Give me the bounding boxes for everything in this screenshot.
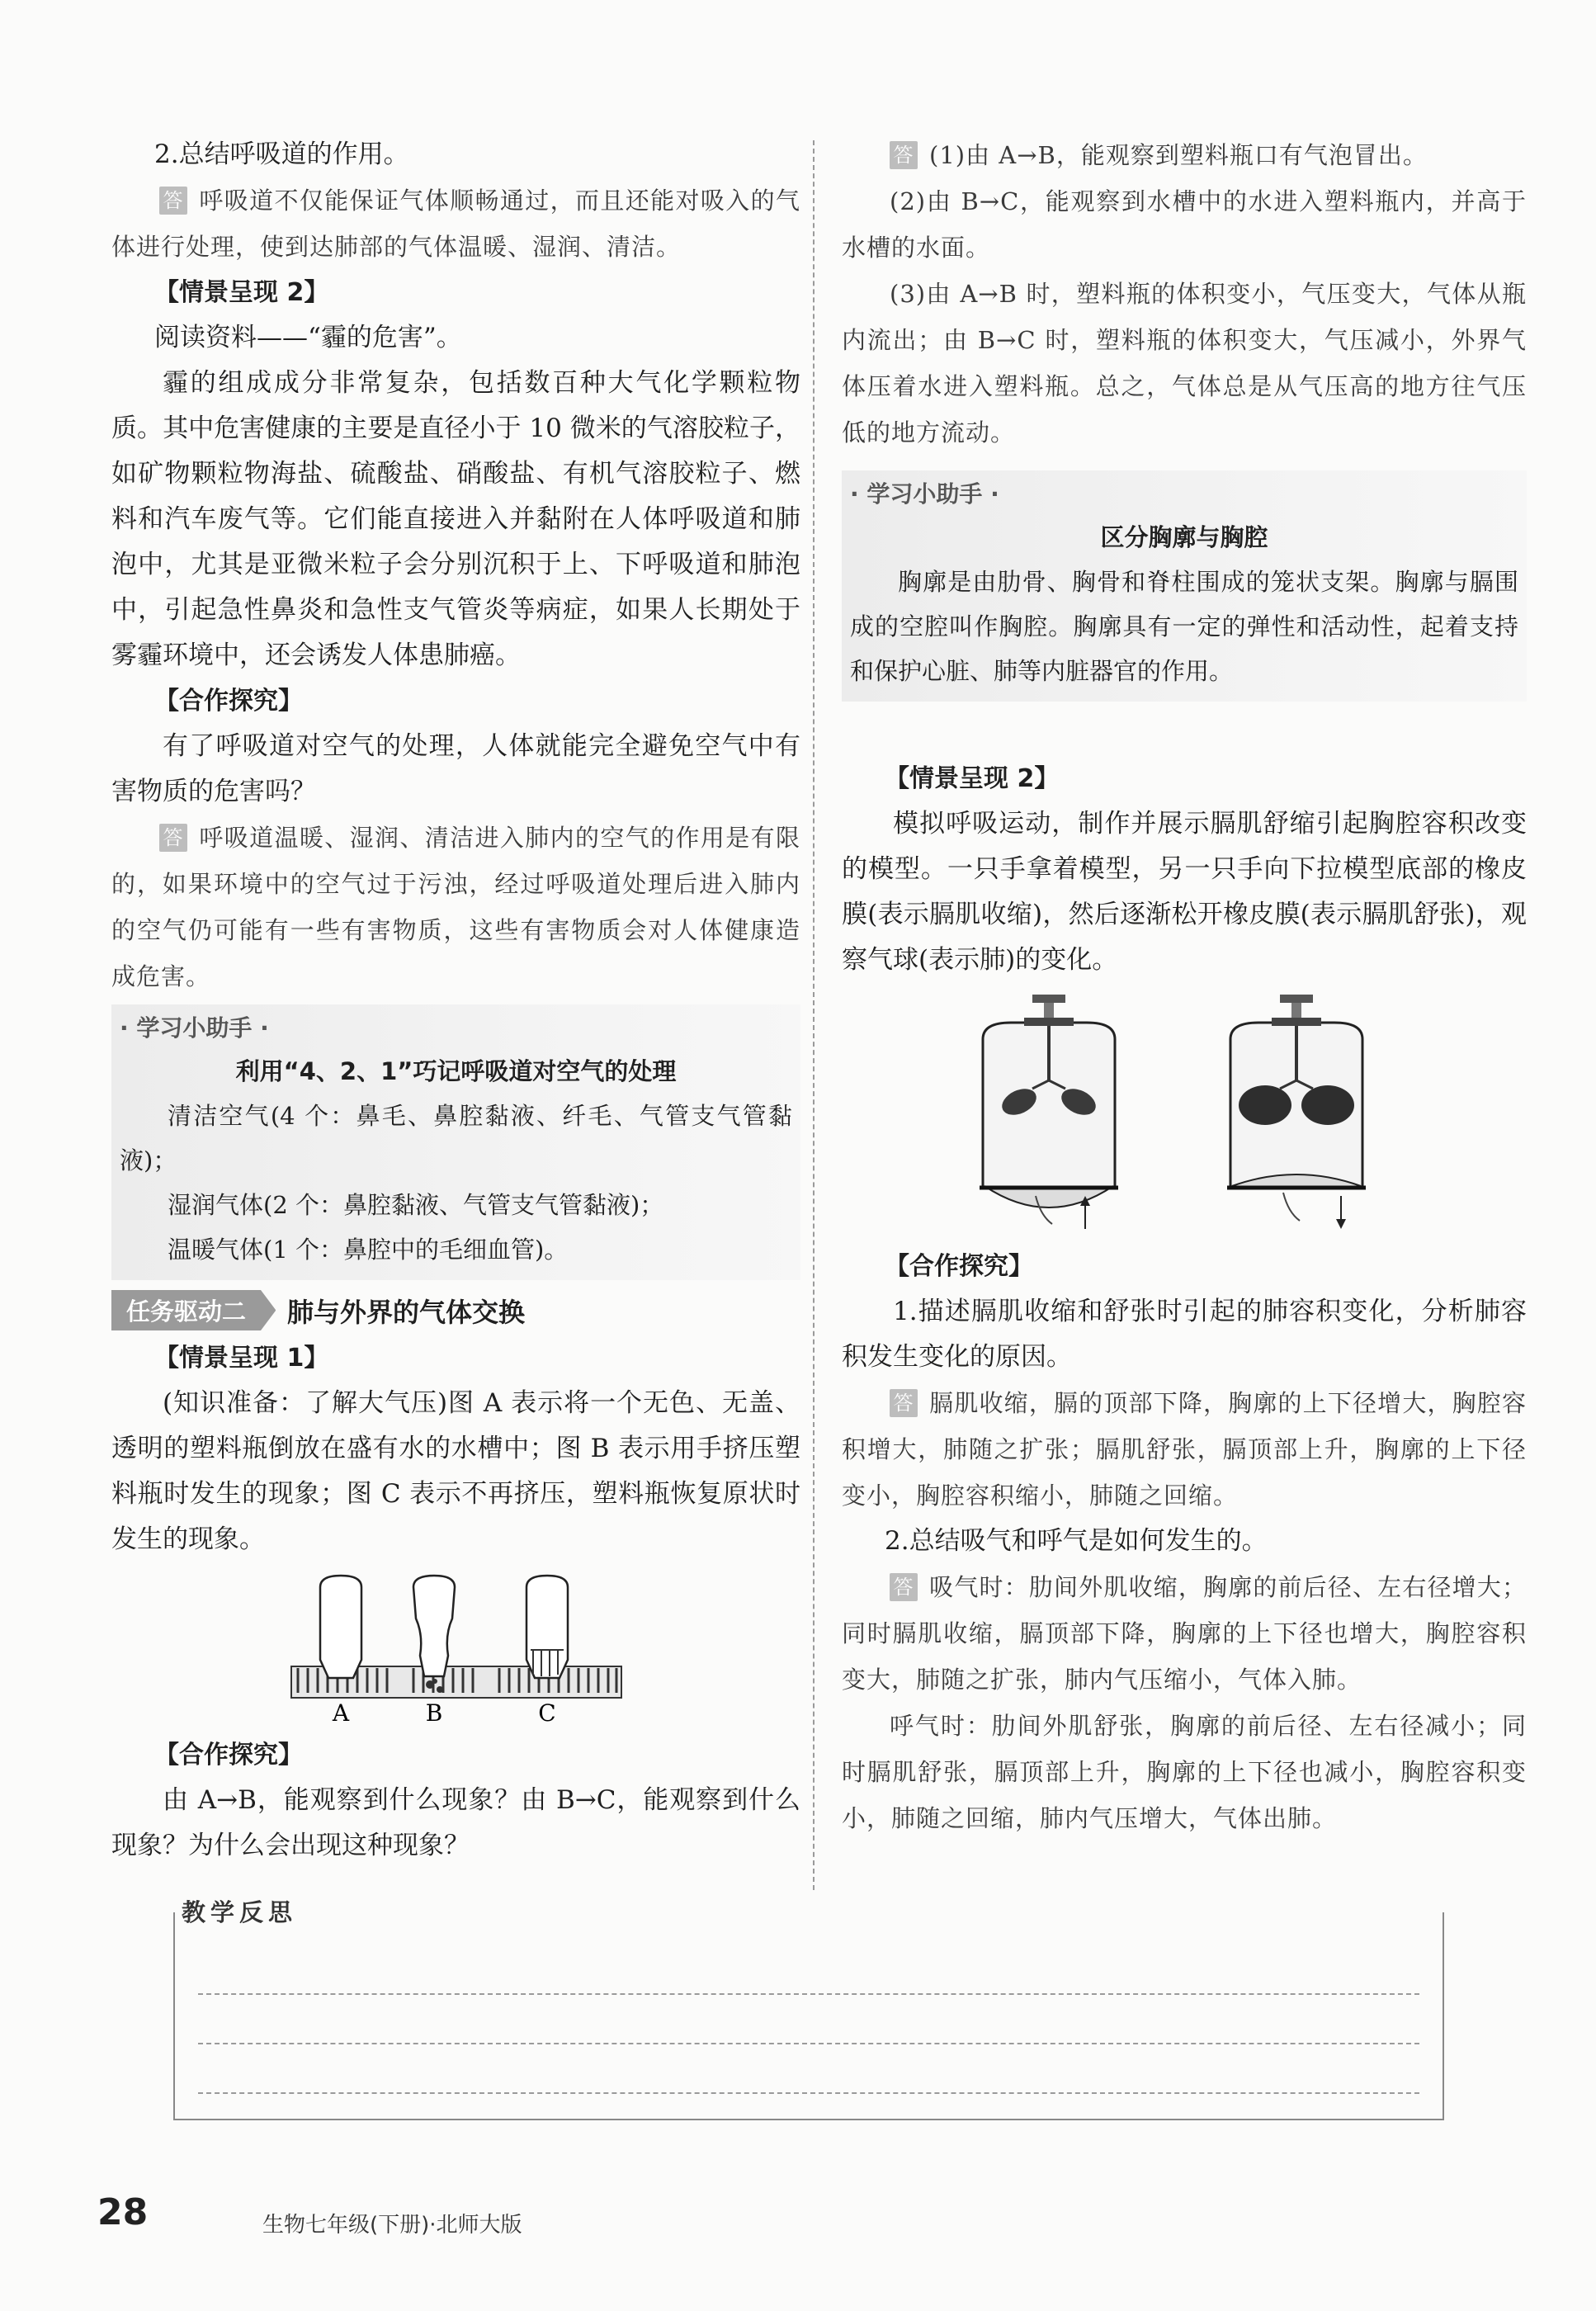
writing-line[interactable]: [198, 2092, 1419, 2094]
answer-badge-icon: 答: [890, 1573, 918, 1601]
answer-text: (3)由 A→B 时，塑料瓶的体积变小，气压变大，气体从瓶内流出；由 B→C 时，塑料瓶的体积变大，气压减小，外界气体压着水进入塑料瓶。总之，气体总是从气压高的地方往气压低的地方流动。: [842, 280, 1527, 447]
answer-badge-icon: 答: [159, 824, 187, 852]
task-tag: 任务驱动二: [111, 1290, 261, 1330]
coop-heading: 【合作探究】: [154, 687, 303, 716]
bottle-a: [320, 1576, 361, 1678]
teaching-reflection-box[interactable]: [173, 1894, 1461, 2125]
study-helper-box: [111, 1004, 800, 1280]
page-number: 28: [97, 2191, 149, 2233]
left-column: [111, 132, 800, 1869]
bell-jar-model-figure: [953, 990, 1415, 1237]
figure-label-a: A: [332, 1699, 349, 1726]
coop-question: 由 A→B，能观察到什么现象？由 B→C，能观察到什么现象？为什么会出现这种现象？: [111, 1785, 800, 1860]
answer-block: [842, 132, 1527, 178]
reading-body: 霾的组成成分非常复杂，包括数百种大气化学颗粒物质。其中危害健康的主要是直径小于 10 微米的气溶胶粒子，如矿物颗粒物海盐、硫酸盐、硝酸盐、有机气溶胶粒子、燃料和汽车废气等。它们能直接进入并黏附在人体呼吸道和肺泡中，尤其是亚微米粒子会分别沉积于上、下呼吸道和肺泡中，引起急性鼻炎和急性支气管炎等病症，如果人长期处于雾霾环境中，还会诱发人体患肺癌。: [111, 368, 800, 670]
reflection-title: 教学反思: [182, 1894, 305, 1928]
answer-text: 呼吸道温暖、湿润、清洁进入肺内的空气的作用是有限的，如果环境中的空气过于污浊，经过呼吸道处理后进入肺内的空气仍可能有一些有害物质，这些有害物质会对人体健康造成危害。: [111, 824, 800, 990]
helper-body: 胸廓是由肋骨、胸骨和脊柱围成的笼状支架。胸廓与膈围成的空腔叫作胸腔。胸廓具有一定的弹性和活动性，起着支持和保护心脏、肺等内脏器官的作用。: [850, 568, 1518, 685]
study-helper-title: 利用“4、2、1”巧记呼吸道对空气的处理: [235, 1057, 677, 1085]
right-column: [842, 132, 1527, 1841]
scene-body: 模拟呼吸运动，制作并展示膈肌舒缩引起胸腔容积改变的模型。一只手拿着模型，另一只手向下拉模型底部的橡皮膜(表示膈肌收缩)，然后逐渐松开橡皮膜(表示膈肌舒张)，观察气球(表示肺)的变化。: [842, 809, 1527, 975]
answer-badge-icon: 答: [890, 1389, 918, 1417]
task-header: [111, 1290, 800, 1330]
figure-label-c: C: [537, 1699, 556, 1726]
helper-line: 湿润气体(2 个：鼻腔黏液、气管支气管黏液)；: [168, 1191, 664, 1219]
study-helper-title: 区分胸廓与胸腔: [1100, 523, 1268, 551]
coop-question: 1.描述膈肌收缩和舒张时引起的肺容积变化，分析肺容积发生变化的原因。: [842, 1297, 1527, 1372]
answer-badge-icon: 答: [159, 187, 187, 215]
answer-block: [111, 815, 800, 1000]
helper-line: 温暖气体(1 个：鼻腔中的毛细血管)。: [168, 1236, 569, 1264]
answer-block: [842, 1564, 1527, 1703]
bell-jar-exhale: [1227, 995, 1366, 1229]
study-helper-tag: · 学习小助手 ·: [850, 480, 999, 508]
writing-line[interactable]: [198, 1993, 1419, 1995]
answer-text: 呼气时：肋间外肌舒张，胸廓的前后径、左右径减小；同时膈肌舒张，膈顶部上升，胸廓的上下径也减小，胸腔容积变小，肺随之回缩，肺内气压增大，气体出肺。: [842, 1712, 1527, 1832]
question-2-title: 2.总结呼吸道的作用。: [154, 139, 409, 169]
book-title: 生物七年级(下册)·北师大版: [262, 2213, 522, 2238]
coop-heading: 【合作探究】: [154, 1741, 303, 1770]
answer-block: [111, 177, 800, 270]
scene-body: (知识准备：了解大气压)图 A 表示将一个无色、无盖、透明的塑料瓶倒放在盛有水的水槽中；图 B 表示用手挤压塑料瓶时发生的现象；图 C 表示不再挤压，塑料瓶恢复原状时发生的现象。: [111, 1388, 800, 1554]
bottle-figure: [283, 1569, 630, 1726]
bell-jar-inhale: [980, 995, 1118, 1229]
task-title: 肺与外界的气体交换: [287, 1296, 526, 1328]
coop-question: 有了呼吸道对空气的处理，人体就能完全避免空气中有害物质的危害吗？: [111, 731, 800, 806]
coop-question: 2.总结吸气和呼气是如何发生的。: [885, 1526, 1268, 1556]
coop-heading: 【合作探究】: [885, 1252, 1033, 1281]
study-helper-tag: · 学习小助手 ·: [120, 1014, 269, 1042]
study-helper-box: [842, 470, 1527, 702]
answer-text: 吸气时：肋间外肌收缩，胸廓的前后径、左右径增大；同时膈肌收缩，膈顶部下降，胸廓的上下径也增大，胸腔容积变大，肺随之扩张，肺内气压缩小，气体入肺。: [842, 1573, 1527, 1694]
column-divider: [813, 140, 815, 1890]
helper-line: 清洁空气(4 个：鼻毛、鼻腔黏液、纤毛、气管支气管黏液)；: [120, 1102, 792, 1174]
scene-heading: 【情景呈现 1】: [154, 1344, 329, 1373]
answer-block: [842, 1380, 1527, 1519]
writing-line[interactable]: [198, 2043, 1419, 2044]
bottle-c: [526, 1576, 568, 1678]
answer-text: 膈肌收缩，膈的顶部下降，胸廓的上下径增大，胸腔容积增大，肺随之扩张；膈肌舒张，膈顶部上升，胸廓的上下径变小，胸腔容积缩小，肺随之回缩。: [842, 1389, 1527, 1510]
figure-label-b: B: [425, 1699, 442, 1726]
reading-title: 阅读资料——“霾的危害”。: [154, 323, 462, 352]
scene-heading: 【情景呈现 2】: [885, 764, 1060, 793]
answer-badge-icon: 答: [890, 141, 918, 169]
answer-text: (2)由 B→C，能观察到水槽中的水进入塑料瓶内，并高于水槽的水面。: [842, 187, 1527, 262]
scene-heading: 【情景呈现 2】: [154, 278, 329, 307]
reflection-frame: [173, 1912, 1444, 2120]
answer-text: (1)由 A→B，能观察到塑料瓶口有气泡冒出。: [929, 141, 1428, 169]
answer-text: 呼吸道不仅能保证气体顺畅通过，而且还能对吸入的气体进行处理，使到达肺部的气体温暖、湿润、清洁。: [111, 187, 800, 261]
